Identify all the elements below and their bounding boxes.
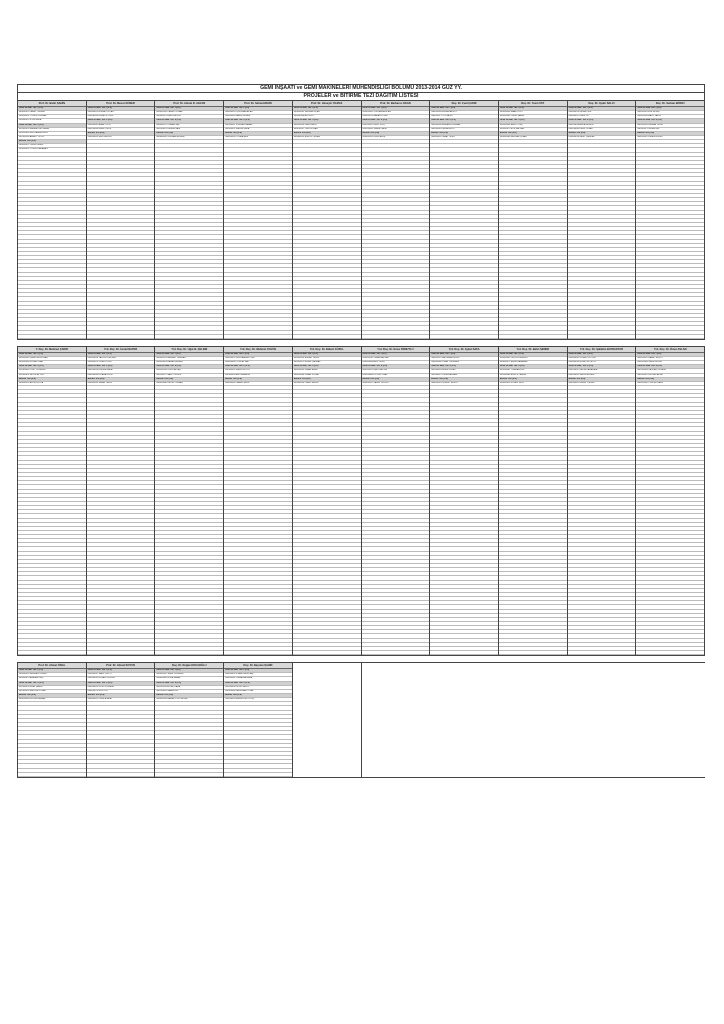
- student-entry: 040100043 ESRA ÖZTÜRK: [87, 115, 155, 119]
- course-heading: Bitirme Tezi (0-4): [568, 132, 636, 136]
- advisor-column: [224, 663, 293, 777]
- student-entry: 040100058 EMRAH KORKMAZ: [430, 124, 498, 128]
- empty-row: [636, 335, 704, 339]
- student-entry: 040100092 SELEN ERDEN: [568, 374, 636, 378]
- empty-row: [87, 651, 155, 655]
- title-box: [17, 84, 705, 101]
- empty-row: [636, 651, 704, 655]
- student-entry: 040100066 DUYGU ÖNAL: [362, 374, 430, 378]
- student-entry: 040090035 CİHAN BAYRAK: [362, 357, 430, 361]
- student-entry: 040100041 TUNA AKGÜN: [499, 369, 567, 373]
- student-entry: 040090086 KORAY ÜNAL: [18, 361, 86, 365]
- advisor-name: Yrd. Doç. Dr. Bahri ŞENER: [499, 347, 567, 353]
- advisor-block: [17, 101, 705, 340]
- course-heading: Gemi ve Mak. Tas. II (2-0): [87, 682, 155, 686]
- course-heading: Gemi ve Mak. Tas. II (2-0): [293, 365, 361, 369]
- student-entry: 040100039 SERHAT DURU: [636, 124, 704, 128]
- student-entry: 040090019 MURAT GÜL: [568, 111, 636, 115]
- student-entry: 040100025 GÖKTUĞ KAYA: [87, 686, 155, 690]
- student-entry: 040100095 MELTEM UYSAL: [18, 690, 86, 694]
- student-entry: 040100011 FURKAN YAMAN: [224, 124, 292, 128]
- student-entry: 040100063 EMRE ÇELİK: [87, 128, 155, 132]
- student-entry: 040090011 CENK ATALAY: [87, 698, 155, 702]
- empty-row: [155, 651, 223, 655]
- student-entry: 040090024 SERKAN ÖZGEN: [18, 673, 86, 677]
- student-entry: 040090104 CANER YILMAZ: [155, 111, 223, 115]
- course-heading: Bitirme Tezi (0-4): [499, 132, 567, 136]
- empty-row: [224, 651, 292, 655]
- student-entry: 040090075 ERSİN ÇAKMAK: [293, 361, 361, 365]
- student-entry: 040100044 YİĞİT ÖZDEMİR: [18, 369, 86, 373]
- student-entry: 040090081 OSMAN AKKAYA: [224, 677, 292, 681]
- course-heading: Gemi ve Mak. Tas. I (2-0): [636, 107, 704, 111]
- student-entry: 040090028 HALİL YAVUZ: [636, 115, 704, 119]
- student-entry: 040090010 MERT ÇAĞLAR: [568, 136, 636, 140]
- student-entry: 040090026 YUSUF KARABAĞ: [18, 148, 86, 152]
- advisor-name: Y. Doç. Dr. Mehmet ÇAKIR: [18, 347, 86, 353]
- student-entry: 040090092 ERTAN ÖZÇELİK: [87, 677, 155, 681]
- course-heading: Bitirme Tezi (0-4): [155, 378, 223, 382]
- student-entry: 040100083 BURCU TAŞKIN: [499, 374, 567, 378]
- course-heading: Gemi ve Mak. Tas. II (2-0): [430, 365, 498, 369]
- course-heading: Gemi ve Mak. Tas. I (2-0): [18, 669, 86, 673]
- student-entry: 040090061 GÖKAY ÖZTÜRK: [568, 357, 636, 361]
- course-heading: Bitirme Tezi (0-4): [568, 378, 636, 382]
- advisor-name: Yrd. Doç. Dr. Mehmet AYGÜN: [224, 347, 292, 353]
- course-heading: Gemi ve Mak. Tas. I (2-0): [362, 107, 430, 111]
- student-entry: 040090027 EMİN YALÇIN: [155, 115, 223, 119]
- course-heading: Gemi ve Mak. Tas. II (2-0): [293, 119, 361, 123]
- student-entry: 040100089 İREM TURAN: [568, 128, 636, 132]
- course-heading: Bitirme Tezi (0-4): [87, 132, 155, 136]
- course-heading: Gemi ve Mak. Tas. II (2-0): [362, 119, 430, 123]
- student-entry: 040100068 NESLİHAN TOPAL: [224, 690, 292, 694]
- student-entry: 040080023 BURCU ÖZKAN: [293, 136, 361, 140]
- student-entry: 040090056 TUĞBA ŞEN: [224, 136, 292, 140]
- student-entry: 040090047 ENGİN YÜKSEL: [568, 382, 636, 386]
- advisor-column: [499, 347, 568, 655]
- advisor-column: [293, 101, 362, 339]
- student-entry: 040090036 KAAN YURT: [499, 111, 567, 115]
- student-entry: 040090071 TOLGA ER: [430, 115, 498, 119]
- student-entry: 040100075 ECE KAPLAN: [499, 128, 567, 132]
- course-heading: Gemi ve Mak. Tas. I (2-0): [568, 353, 636, 357]
- student-entry: 040090032 ALPER KOCA: [18, 382, 86, 386]
- advisor-name: Prof. Dr. Ahmet D. ALKAN: [155, 101, 223, 107]
- student-entry: 040100085 ASLI KARACA: [224, 374, 292, 378]
- student-entry: 040090021 MUSTAFA ERTÜRK: [224, 357, 292, 361]
- student-entry: 040090083 ONUR ŞAHİN: [499, 115, 567, 119]
- student-entry: 040090046 RECEP ORHAN: [155, 382, 223, 386]
- course-heading: Gemi ve Mak. Tas. I (2-0): [224, 669, 292, 673]
- advisor-column: [18, 101, 87, 339]
- student-entry: 040090012 ONUR DEMİR: [18, 144, 86, 148]
- student-entry: 040090093 HÜSEYİN ÇETİN: [568, 361, 636, 365]
- student-entry: 040100047 UMUT KILIÇ: [362, 124, 430, 128]
- course-heading: Bitirme Tezi (0-4): [18, 140, 86, 144]
- course-heading: Gemi ve Mak. Tas. II (2-0): [155, 682, 223, 686]
- course-heading: Gemi ve Mak. Tas. II (2-0): [499, 365, 567, 369]
- empty-row: [499, 335, 567, 339]
- course-heading: Gemi ve Mak. Tas. II (2-0): [224, 682, 292, 686]
- block-separator: [17, 656, 705, 663]
- course-heading: Gemi ve Mak. Tas. II (2-0): [636, 365, 704, 369]
- student-entry: 040090073 HAKAN POLAT: [362, 115, 430, 119]
- course-heading: Gemi ve Mak. Tas. I (2-0): [87, 353, 155, 357]
- student-entry: 040100019 AYTAÇ KARA: [155, 686, 223, 690]
- student-entry: 040100073 ELİF KOÇ: [87, 690, 155, 694]
- advisor-column: [636, 347, 705, 655]
- advisor-column: [293, 347, 362, 655]
- student-entry: 040100021 KEREM SARI: [155, 128, 223, 132]
- course-heading: Gemi ve Mak. Tas. II (2-0): [430, 119, 498, 123]
- student-entry: 040090069 BARIŞ GÜNEŞ: [224, 115, 292, 119]
- student-entry: 040090062 SERKAN UÇAR: [293, 111, 361, 115]
- student-entry: 040100024 MEHMET ALİ KARA: [18, 128, 86, 132]
- student-entry: 040090079 OZAN YÜCEL: [87, 361, 155, 365]
- advisor-column: [87, 663, 156, 777]
- advisor-column: [18, 663, 87, 777]
- student-entry: 040090018 ÖMER SEZER: [293, 382, 361, 386]
- course-heading: Gemi ve Mak. Tas. II (2-0): [155, 365, 223, 369]
- student-entry: 040100082 SİNEM ÇAKIR: [362, 128, 430, 132]
- advisor-column: [155, 663, 224, 777]
- student-entry: 040090080 MUSTAFA ERGÜN: [18, 132, 86, 136]
- course-heading: Gemi ve Mak. Tas. I (2-0): [155, 353, 223, 357]
- advisor-name: Prof. Dr. Ahmet ÖNAL: [18, 663, 86, 669]
- student-entry: 040100037 CEM DOĞAN: [293, 128, 361, 132]
- course-heading: Bitirme Tezi (0-4): [362, 378, 430, 382]
- student-entry: 040090014 SONER İNCE: [499, 382, 567, 386]
- distribution-sheet: [17, 84, 705, 778]
- course-heading: Bitirme Tezi (0-4): [499, 378, 567, 382]
- advisor-name: Yrd. Doç. Dr. Ömer ASLAN: [636, 347, 704, 353]
- student-entry: 040100031 KADİR SOYLU: [224, 369, 292, 373]
- advisor-column: [87, 347, 156, 655]
- course-heading: Gemi ve Mak. Tas. I (2-0): [293, 353, 361, 357]
- advisor-name: Prof. Dr. Mesut GÜNER: [87, 101, 155, 107]
- course-heading: Gemi ve Mak. Tas. I (2-0): [18, 107, 86, 111]
- student-entry: 040100087 ZEYNEP ALTAY: [636, 374, 704, 378]
- advisor-column: [87, 101, 156, 339]
- course-heading: Gemi ve Mak. Tas. II (2-0): [18, 124, 86, 128]
- student-entry: 040090034 HAKAN YURTSEVER: [155, 698, 223, 702]
- advisor-column: [18, 347, 87, 655]
- advisor-column: [430, 101, 499, 339]
- course-heading: Gemi ve Mak. Tas. II (2-0): [224, 365, 292, 369]
- student-entry: 040090041 AHMET KOÇ: [87, 124, 155, 128]
- empty-row: [18, 773, 86, 777]
- student-entry: 040100028 DENİZ AKIN: [293, 124, 361, 128]
- student-entry: 040090085 TUNCER KAYA: [636, 382, 704, 386]
- student-entry: 040090043 ORÇUN DEMİRCİ: [499, 357, 567, 361]
- blank-column: [293, 663, 362, 777]
- empty-row: [362, 651, 430, 655]
- student-entry: 040090067 RIZA BOZKURT: [636, 136, 704, 140]
- advisor-name: Prof. Dr. Selma ERGİN: [224, 101, 292, 107]
- course-heading: Gemi ve Mak. Tas. I (2-0): [636, 353, 704, 357]
- student-entry: 040100077 NAZLI ÖZGÜR: [155, 374, 223, 378]
- advisor-column: [499, 101, 568, 339]
- student-entry: 040100081 GAMZE ER: [155, 690, 223, 694]
- course-heading: Gemi ve Mak. Tas. II (2-0): [568, 119, 636, 123]
- empty-row: [362, 335, 430, 339]
- course-heading: Gemi ve Mak. Tas. I (2-0): [155, 107, 223, 111]
- empty-row: [293, 335, 361, 339]
- student-entry: 040090065 VOLKAN ARSLAN: [362, 111, 430, 115]
- student-entry: 040100033 EREN ÖZBEK: [430, 369, 498, 373]
- student-entry: 040090058 TAYFUN ÇELİKER: [87, 357, 155, 361]
- student-entry: 040090059 SELİN AYDIN: [87, 136, 155, 140]
- course-heading: Gemi ve Mak. Tas. I (2-0): [18, 353, 86, 357]
- course-heading: Gemi ve Mak. Tas. I (2-0): [568, 107, 636, 111]
- advisor-blocks: [17, 101, 705, 778]
- advisor-name: Prof. Dr. Bahri ŞAHİN: [18, 101, 86, 107]
- advisor-name: Doç. Dr. Yasin ÜST: [499, 101, 567, 107]
- student-entry: 040090063 HASAN ŞİMŞEK: [155, 361, 223, 365]
- course-heading: Gemi ve Mak. Tas. I (2-0): [499, 353, 567, 357]
- course-heading: Gemi ve Mak. Tas. II (2-0): [155, 119, 223, 123]
- course-heading: Bitirme Tezi (0-4): [636, 132, 704, 136]
- block-separator: [17, 340, 705, 347]
- advisor-name: Prof. Dr. Hüseyin YILMAZ: [293, 101, 361, 107]
- course-heading: Bitirme Tezi (0-4): [155, 132, 223, 136]
- blank-column: [430, 663, 499, 777]
- advisor-name: Doç. Dr. Serkan EKİNCİ: [636, 101, 704, 107]
- empty-row: [155, 335, 223, 339]
- student-entry: 040090042 İLHAN DEMİRTAŞ: [224, 673, 292, 677]
- advisor-name: Prof. Dr. Ahmet KOYUN: [87, 663, 155, 669]
- student-entry: 040100018 UĞUR AKTAŞ: [155, 369, 223, 373]
- student-entry: 040100059 ERAY ŞAHİN: [18, 686, 86, 690]
- course-heading: Gemi ve Mak. Tas. I (2-0): [87, 669, 155, 673]
- course-heading: Gemi ve Mak. Tas. I (2-0): [293, 107, 361, 111]
- advisor-column: [155, 101, 224, 339]
- student-entry: 040090052 NİHAT ÖZER: [430, 136, 498, 140]
- course-heading: Bitirme Tezi (0-4): [293, 378, 361, 382]
- student-entry: 040090068 YASİN GÜLER: [636, 361, 704, 365]
- page-title: GEMİ İNŞAATI ve GEMİ MAKİNELERİ MÜHENDİSLİĞİ BÖLÜMÜ 2013-2014 GÜZ YY.: [18, 85, 704, 93]
- course-heading: Gemi ve Mak. Tas. II (2-0): [87, 365, 155, 369]
- student-entry: 040090089 BORA SAVAŞ: [155, 677, 223, 681]
- student-entry: 040090015 İLKER ATEŞ: [362, 136, 430, 140]
- student-entry: 040090057 ENES ÖZ: [568, 115, 636, 119]
- student-entry: 040090023 MEHMET CANDAN: [155, 357, 223, 361]
- advisor-column: [362, 101, 431, 339]
- student-entry: 040080014 ILGIN KAYA: [18, 119, 86, 123]
- course-heading: Bitirme Tezi (0-4): [224, 132, 292, 136]
- empty-row: [224, 335, 292, 339]
- course-heading: Bitirme Tezi (0-4): [87, 378, 155, 382]
- advisor-name: Yrd. Doç. Dr. İsmail BAYER: [87, 347, 155, 353]
- course-heading: Gemi ve Mak. Tas. I (2-0): [362, 353, 430, 357]
- student-entry: 040090017 ORHAN TAŞ: [155, 124, 223, 128]
- student-entry: 040090064 VEYSEL AKBAŞ: [18, 698, 86, 702]
- course-heading: Gemi ve Mak. Tas. II (2-0): [568, 365, 636, 369]
- student-entry: 040090025 BURAK ÖZCAN: [87, 111, 155, 115]
- advisor-column: [224, 347, 293, 655]
- advisor-name: Prof. Dr. Barbaros OKAN: [362, 101, 430, 107]
- blank-column: [499, 663, 568, 777]
- student-entry: 040090033 OĞUZHAN ACAR: [224, 111, 292, 115]
- empty-row: [568, 335, 636, 339]
- course-heading: Gemi ve Mak. Tas. II (2-0): [18, 365, 86, 369]
- advisor-name: Yrd. Doç. Dr. Aykut SAFA: [430, 347, 498, 353]
- advisor-name: Yrd. Doç. Dr. Bülent GÜZEL: [293, 347, 361, 353]
- student-entry: 040100079 CEREN AYHAN: [430, 374, 498, 378]
- student-entry: 040080045 GÖKHAN ERDEM: [155, 136, 223, 140]
- student-entry: 040100022 EMİR SAYGIN: [362, 369, 430, 373]
- course-heading: Gemi ve Mak. Tas. I (2-0): [155, 669, 223, 673]
- student-entry: 040090037 SARP ÇİFTÇİ: [87, 673, 155, 677]
- advisor-column: [362, 347, 431, 655]
- course-heading: Gemi ve Mak. Tas. I (2-0): [430, 107, 498, 111]
- empty-row: [430, 651, 498, 655]
- course-heading: Bitirme Tezi (0-4): [87, 694, 155, 698]
- student-entry: 040100098 PINAR KOÇAK: [293, 374, 361, 378]
- advisor-block: [17, 347, 705, 656]
- student-entry: 040090088 TUNCAY BAL: [224, 361, 292, 365]
- empty-row: [18, 651, 86, 655]
- student-entry: 040100016 ARDA KESKİN: [568, 124, 636, 128]
- advisor-name: Doç. Dr. Fuat ÇAKIR: [430, 101, 498, 107]
- student-entry: 040090078 TAHİR TÜRKER: [18, 111, 86, 115]
- advisor-name: Doç. Dr. Bayram ŞAHİN: [224, 663, 292, 669]
- empty-row: [568, 651, 636, 655]
- empty-row: [18, 335, 86, 339]
- course-heading: Bitirme Tezi (0-4): [293, 132, 361, 136]
- advisor-column: [636, 101, 705, 339]
- student-entry: 040090091 EFE SEVİM: [636, 111, 704, 115]
- advisor-column: [224, 101, 293, 339]
- student-entry: 040090038 ALİ KURT: [293, 115, 361, 119]
- course-heading: Bitirme Tezi (0-4): [224, 378, 292, 382]
- blank-column: [362, 663, 431, 777]
- course-heading: Gemi ve Mak. Tas. I (2-0): [499, 107, 567, 111]
- course-heading: Bitirme Tezi (0-4): [224, 694, 292, 698]
- student-entry: 040090044 ERKAN AKSOY: [430, 111, 498, 115]
- student-entry: 040100057 MELİH KARAKAYA: [568, 369, 636, 373]
- course-heading: Gemi ve Mak. Tas. I (2-0): [224, 107, 292, 111]
- student-entry: 040100064 DİLARA UZUN: [87, 374, 155, 378]
- student-entry: 040100071 GİZEM IŞIK: [636, 128, 704, 132]
- student-entry: 040090054 BURAK TEZER: [293, 357, 361, 361]
- student-entry: 040090049 ÇAĞRI ERDOĞAN: [18, 357, 86, 361]
- student-entry: 040090053 EMRE KURTULUŞ: [224, 698, 292, 702]
- advisor-column: [568, 101, 637, 339]
- advisor-name: Yrd. Doç. Dr. Emre ÖZMUTLU: [362, 347, 430, 353]
- advisor-name: Doç. Dr. Aydın SALCI: [568, 101, 636, 107]
- empty-row: [87, 335, 155, 339]
- course-heading: Gemi ve Mak. Tas. I (2-0): [224, 353, 292, 357]
- advisor-name: Yrd. Doç. Dr. Uğur B. ÇELEBİ: [155, 347, 223, 353]
- course-heading: Gemi ve Mak. Tas. I (2-0): [430, 353, 498, 357]
- advisor-column: [568, 347, 637, 655]
- student-entry: 040090048 SERDAR ÇINAR: [499, 136, 567, 140]
- course-heading: Bitirme Tezi (0-4): [430, 132, 498, 136]
- course-heading: Gemi ve Mak. Tas. II (2-0): [87, 119, 155, 123]
- page-subtitle: PROJELER ve BİTİRME TEZİ DAĞITIM LİSTESİ: [303, 93, 419, 99]
- course-heading: Gemi ve Mak. Tas. II (2-0): [636, 119, 704, 123]
- course-heading: Bitirme Tezi (0-4): [18, 378, 86, 382]
- student-entry: 040100036 UFUK YAZICI: [224, 686, 292, 690]
- course-heading: Gemi ve Mak. Tas. II (2-0): [18, 682, 86, 686]
- student-entry: 040100091 BETÜL ALTUN: [18, 374, 86, 378]
- empty-row: [499, 651, 567, 655]
- student-entry: 040100034 BERK TUNÇ: [499, 124, 567, 128]
- student-entry: 040090095 SİNAN TEKİN: [87, 382, 155, 386]
- course-heading: Gemi ve Mak. Tas. II (2-0): [362, 365, 430, 369]
- student-entry: 040100048 ÇAĞLAR ÖZKAYA: [636, 369, 704, 373]
- student-entry: 040090072 EMRE BAŞARAN: [499, 361, 567, 365]
- empty-row: [430, 335, 498, 339]
- student-entry: 040090039 TAMER EKER: [224, 382, 292, 386]
- student-entry: 040090097 ZAFER ULUSOY: [362, 382, 430, 386]
- student-entry: 040100069 SEDA BULUT: [430, 128, 498, 132]
- course-heading: Bitirme Tezi (0-4): [362, 132, 430, 136]
- course-heading: Bitirme Tezi (0-4): [430, 378, 498, 382]
- empty-row: [155, 773, 223, 777]
- student-entry: 040090022 SAMET BULUT: [636, 357, 704, 361]
- student-entry: 040100026 ERDEM KARA: [87, 369, 155, 373]
- empty-row: [224, 773, 292, 777]
- course-heading: Gemi ve Mak. Tas. II (2-0): [224, 119, 292, 123]
- advisor-name: Doç. Dr. Doğan KOCAOĞLU: [155, 663, 223, 669]
- course-heading: Bitirme Tezi (0-4): [636, 378, 704, 382]
- course-heading: Bitirme Tezi (0-4): [155, 694, 223, 698]
- course-heading: Gemi ve Mak. Tas. I (2-0): [87, 107, 155, 111]
- student-entry: 040090066 ARİF ÖZEN: [362, 361, 430, 365]
- student-entry: 040090084 OKAN TÜRKMEN: [430, 361, 498, 365]
- blank-column: [568, 663, 637, 777]
- course-heading: Bitirme Tezi (0-4): [18, 694, 86, 698]
- student-entry: 040090031 YUNUS DURMAZ: [18, 115, 86, 119]
- advisor-column: [430, 347, 499, 655]
- advisor-block: [17, 663, 705, 778]
- empty-row: [293, 651, 361, 655]
- student-entry: 040100053 İSMAİL AYAN: [293, 369, 361, 373]
- course-heading: Gemi ve Mak. Tas. II (2-0): [499, 119, 567, 123]
- student-entry: 040090051 BATUHAN ERGÜL: [430, 357, 498, 361]
- student-entry: 040100094 AHMET YILDIZ: [18, 136, 86, 140]
- student-entry: 040090029 LEVENT ERSOY: [430, 382, 498, 386]
- advisor-name: Yrd. Doç. Dr. Şafaktin BAYRAKTAR: [568, 347, 636, 353]
- student-entry: 040090055 TARIK ÖZDEMİR: [155, 673, 223, 677]
- advisor-column: [155, 347, 224, 655]
- student-entry: 040100051 MERVE KAYA: [224, 128, 292, 132]
- student-entry: 040090074 ATAKAN DİNÇ: [18, 677, 86, 681]
- blank-column: [636, 663, 705, 777]
- empty-row: [87, 773, 155, 777]
